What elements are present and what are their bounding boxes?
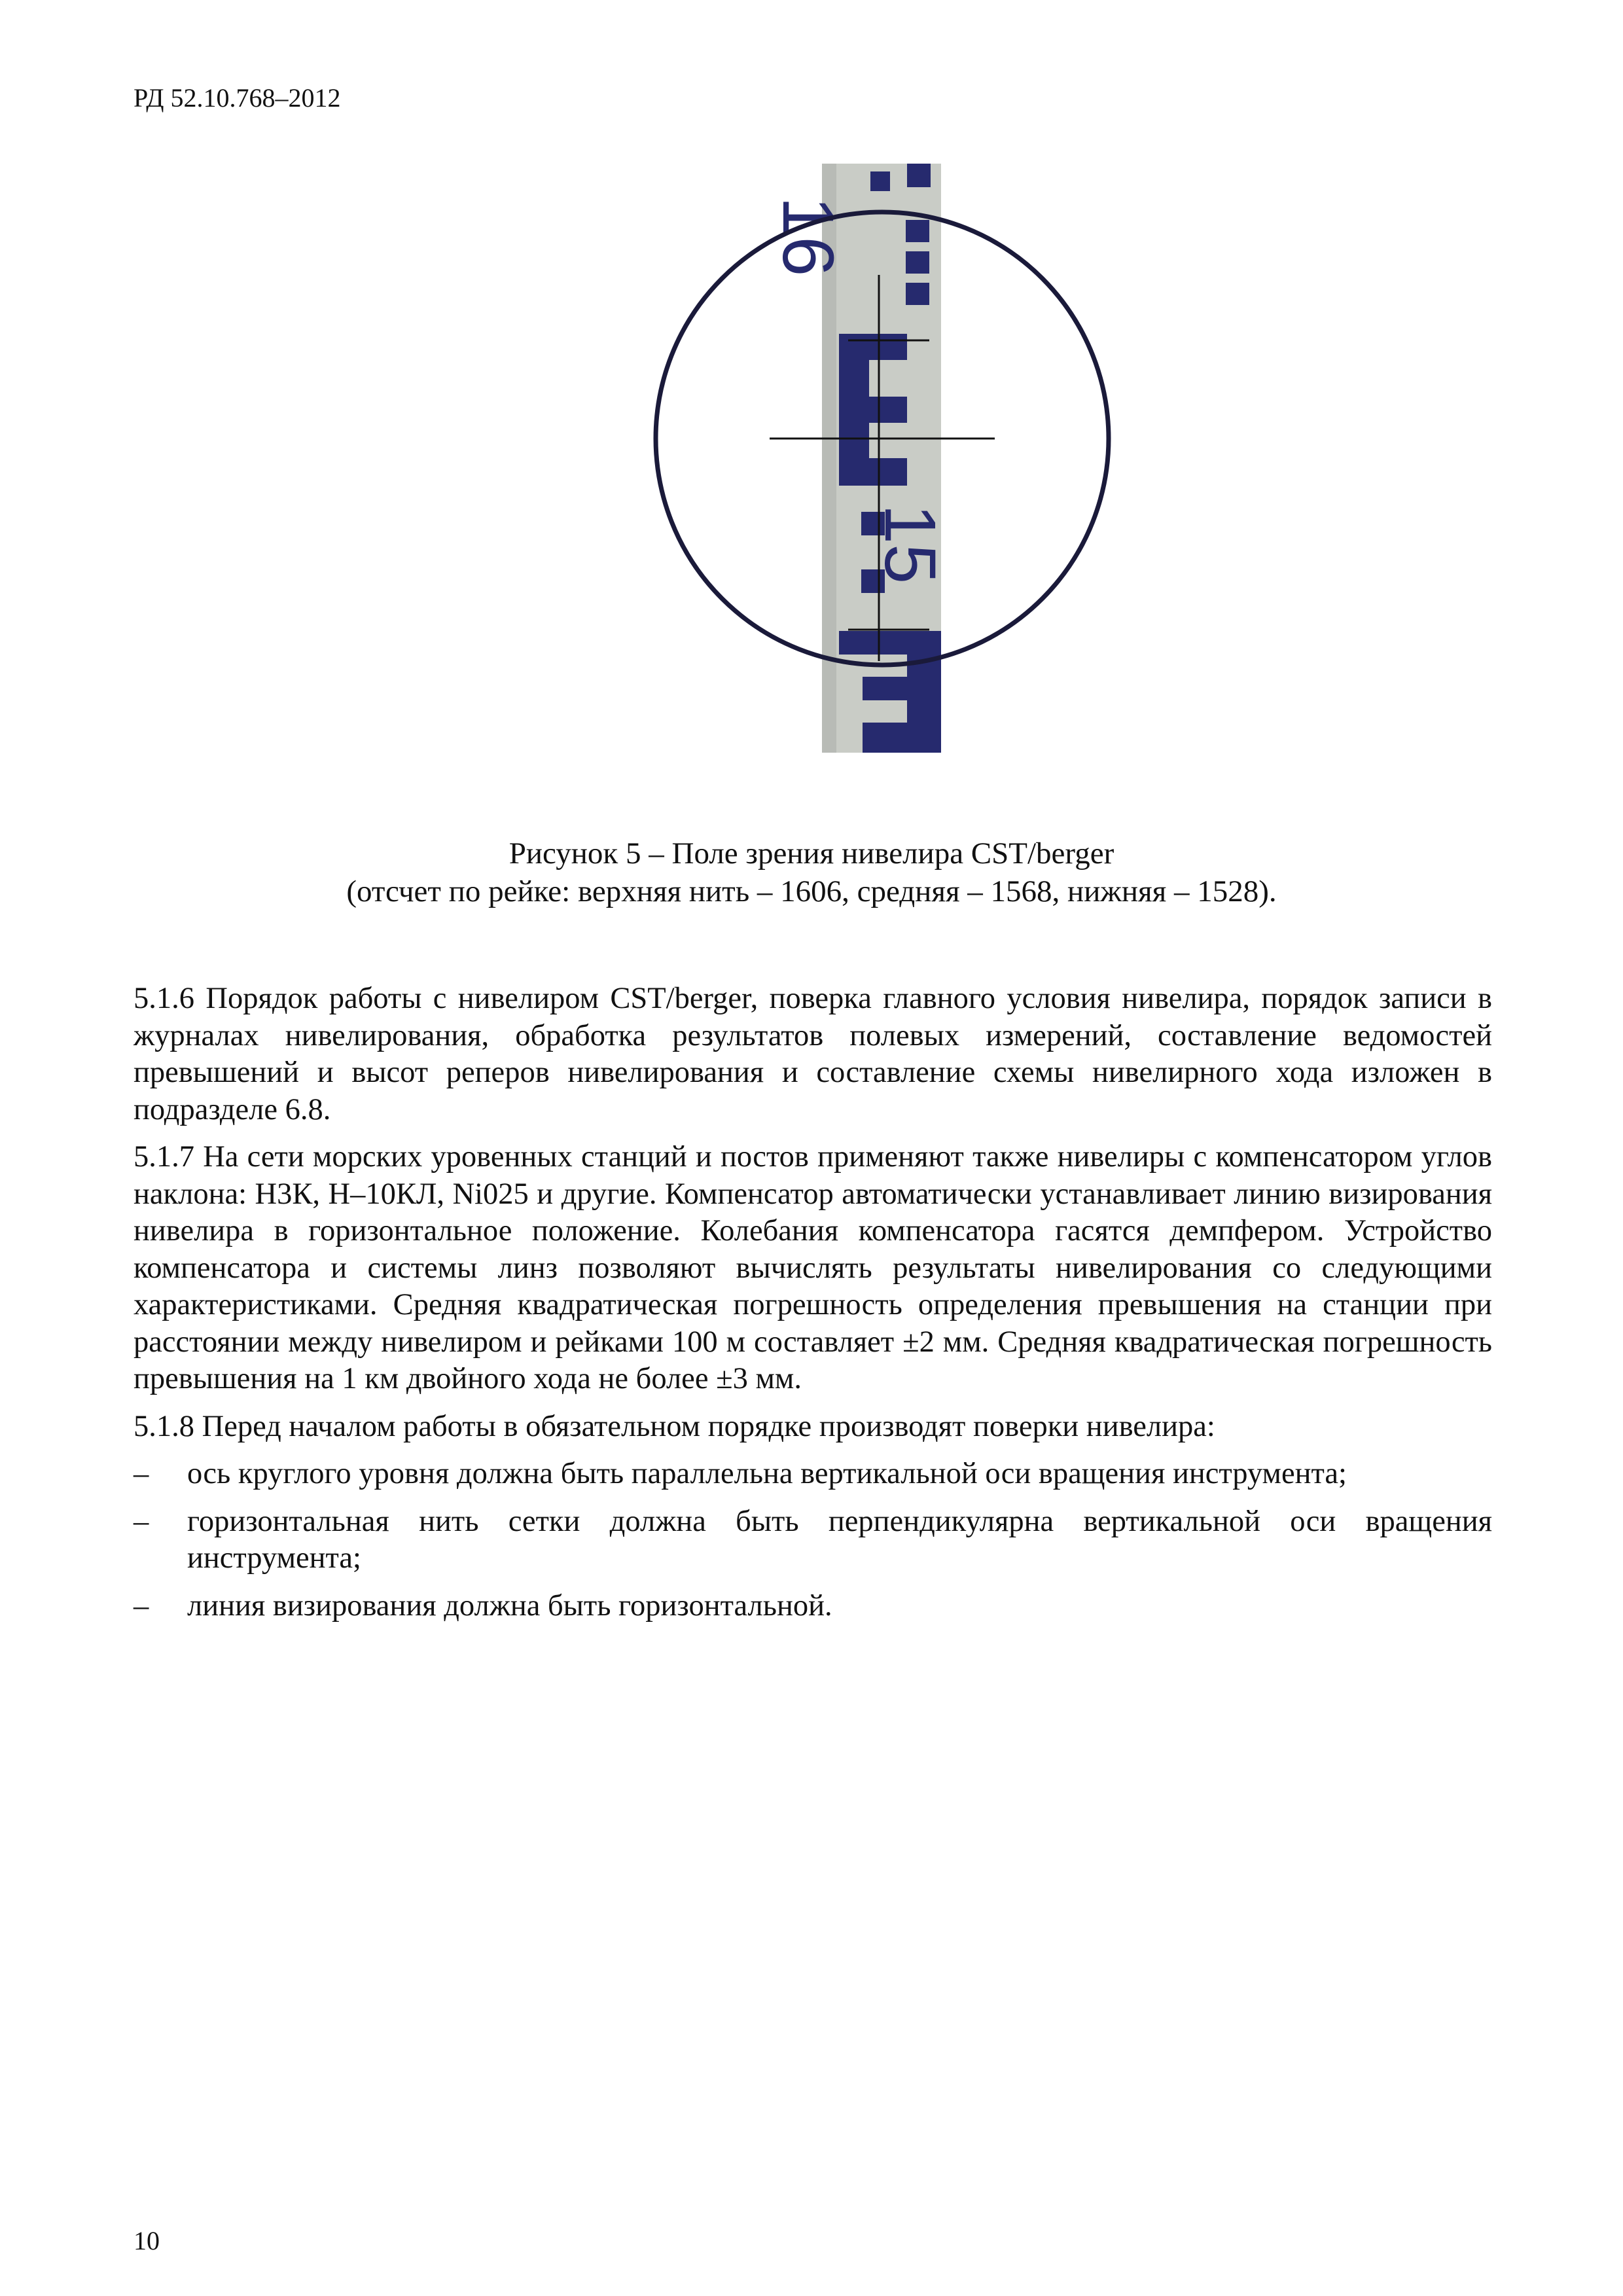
list-item-text: горизонтальная нить сетки должна быть перпендикулярна вертикальной оси вращения инструмента; <box>187 1504 1492 1575</box>
list-dash: – <box>134 1588 149 1623</box>
list-item-text: ось круглого уровня должна быть параллельна вертикальной оси вращения инструмента; <box>187 1457 1347 1490</box>
staff-mark <box>906 220 929 242</box>
staff-digits-16: 16 <box>767 196 848 277</box>
staff-mark <box>863 723 941 753</box>
list-dash: – <box>134 1457 149 1490</box>
list-item-text: линия визирования должна быть горизонтальной. <box>187 1588 832 1623</box>
paragraph-5-1-8: 5.1.8 Перед началом работы в обязательном порядке производят поверки нивелира: <box>134 1409 1215 1443</box>
page-number: 10 <box>134 2226 160 2255</box>
paragraph-5-1-6: 5.1.6 Порядок работы с нивелиром CST/berger, поверка главного условия нивелира, порядок записи в журналах нивелирования, обработка результатов полевых измерений, составление ведомостей превышений и высот реперов нивелирования и составление схемы нивелирного хода изложен в подразделе 6.8. <box>134 982 1492 1126</box>
staff-mark <box>839 631 907 655</box>
figure-caption-title: Рисунок 5 – Поле зрения нивелира CST/berger <box>508 836 1115 870</box>
document-body <box>134 980 1492 1635</box>
staff-digits-15: 15 <box>869 504 950 584</box>
list-item <box>134 1588 1492 1625</box>
document-code-header: РД 52.10.768–2012 <box>134 83 341 113</box>
list-item <box>134 1456 1492 1493</box>
staff-mark <box>906 251 929 274</box>
level-field-of-view-figure <box>0 0 1623 825</box>
staff-mark <box>863 677 941 700</box>
staff-mark <box>870 171 890 191</box>
list-item <box>134 1503 1492 1577</box>
paragraph-5-1-7: 5.1.7 На сети морских уровенных станций и постов применяют также нивелиры с компенсатором углов наклона: Н3К, Н–10КЛ, Ni025 и другие. Компенсатор автоматически устанавливает линию визирования нивелира в горизонтальное положение. Колебания компенсатора гасятся демпфером. Устройство компенсатора и системы линз позволяют вычислять результаты нивелирования со следующими характеристиками. Средняя квадратическая погрешность определения превышения на станции при расстоянии между нивелиром и рейками 100 м составляет ±2 мм. Средняя квадратическая погрешность превышения на 1 км двойного хода не более ±3 мм. <box>134 1140 1492 1395</box>
staff-mark <box>839 458 907 486</box>
staff-mark <box>839 334 907 360</box>
list-dash: – <box>134 1504 149 1538</box>
staff-mark <box>906 283 929 305</box>
figure-caption-readings: (отсчет по рейке: верхняя нить – 1606, средняя – 1568, нижняя – 1528). <box>346 874 1277 908</box>
staff-mark <box>839 397 907 423</box>
staff-mark <box>907 164 931 187</box>
